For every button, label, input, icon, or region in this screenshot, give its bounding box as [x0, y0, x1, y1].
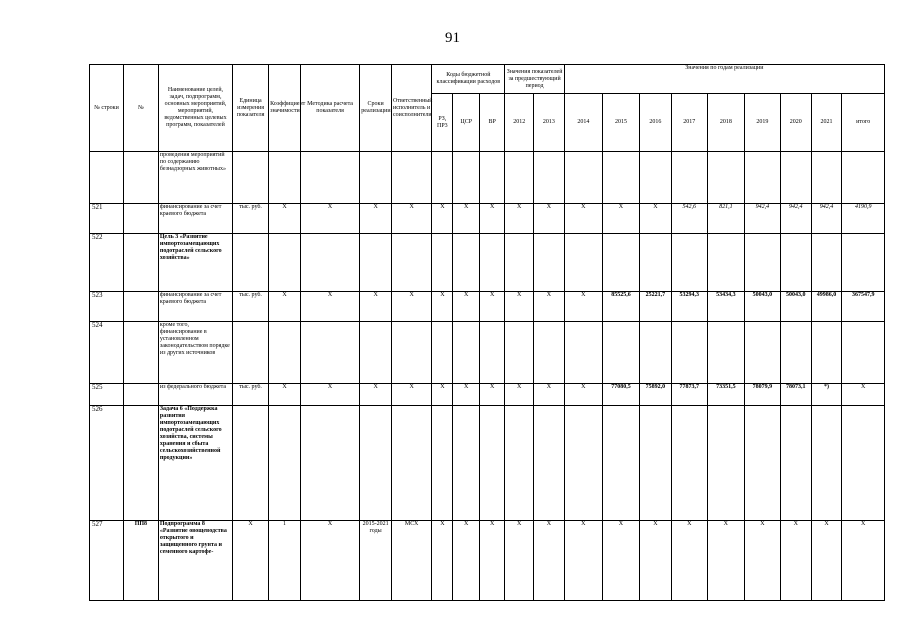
responsible-cell: МСХ: [392, 521, 432, 601]
item-number: [123, 384, 158, 406]
value-2019-cell: [744, 234, 780, 292]
code-rz-cell: [432, 322, 453, 384]
header-row-no: № строки: [90, 65, 124, 152]
item-number: [123, 152, 158, 204]
header-year: 2021: [811, 94, 842, 152]
table-row: [90, 521, 885, 601]
header-term: Сроки реализации: [360, 65, 392, 152]
value-2018-cell: [707, 234, 744, 292]
code-csr-cell: X: [453, 384, 479, 406]
value-2012-cell: [505, 234, 534, 292]
total-cell: 4190,9: [842, 204, 885, 234]
code-csr-cell: [453, 152, 479, 204]
code-rz-cell: X: [432, 292, 453, 322]
value-2018-cell: 73351,5: [707, 384, 744, 406]
code-vr-cell: [479, 406, 504, 521]
item-number: ПП8: [123, 521, 158, 601]
code-csr-cell: X: [453, 292, 479, 322]
unit-cell: тыс. руб.: [233, 204, 269, 234]
header-year: 2015: [602, 94, 639, 152]
value-2018-cell: 53434,3: [707, 292, 744, 322]
value-2017-cell: 77873,7: [671, 384, 707, 406]
code-vr-cell: X: [479, 204, 504, 234]
header-values-by-year: Значения по годам реализации: [564, 65, 884, 94]
header-no: №: [123, 65, 158, 152]
value-2015-cell: [602, 406, 639, 521]
value-2012-cell: [505, 322, 534, 384]
value-2012-cell: X: [505, 521, 534, 601]
value-2015-cell: 77080,5: [602, 384, 639, 406]
header-code-rz: РЗ, ПР3: [432, 94, 453, 152]
item-name: финансирование за счет краевого бюджета: [158, 292, 232, 322]
term-cell: [360, 234, 392, 292]
row-number: 525: [90, 384, 124, 406]
header-total: итого: [842, 94, 885, 152]
term-cell: [360, 322, 392, 384]
value-2021-cell: X: [811, 521, 842, 601]
value-2013-cell: [534, 152, 565, 204]
total-cell: X: [842, 384, 885, 406]
item-name: Подпрограмма 8 «Развитие овощеводства открытого и защищенного грунта и семенного картофе-: [158, 521, 232, 601]
header-previous-period: Значения показателей за предшествующий период: [505, 65, 564, 94]
unit-cell: тыс. руб.: [233, 384, 269, 406]
unit-cell: [233, 406, 269, 521]
value-2018-cell: X: [707, 521, 744, 601]
code-vr-cell: X: [479, 292, 504, 322]
responsible-cell: X: [392, 204, 432, 234]
item-number: [123, 292, 158, 322]
header-year: 2018: [707, 94, 744, 152]
total-cell: [842, 234, 885, 292]
code-rz-cell: [432, 234, 453, 292]
code-csr-cell: [453, 234, 479, 292]
header-code-vr: ВР: [479, 94, 504, 152]
row-number: 521: [90, 204, 124, 234]
responsible-cell: [392, 234, 432, 292]
table-row: [90, 406, 885, 521]
value-2021-cell: 942,4: [811, 204, 842, 234]
unit-cell: [233, 234, 269, 292]
value-2012-cell: X: [505, 204, 534, 234]
header-code-csr: ЦСР: [453, 94, 479, 152]
header-year: 2014: [564, 94, 602, 152]
table-row: [90, 152, 885, 204]
method-cell: [300, 152, 359, 204]
header-year: 2019: [744, 94, 780, 152]
value-2016-cell: [639, 152, 671, 204]
value-2017-cell: 53294,3: [671, 292, 707, 322]
responsible-cell: [392, 152, 432, 204]
total-cell: X: [842, 521, 885, 601]
value-2016-cell: 75892,0: [639, 384, 671, 406]
value-2020-cell: 50043,0: [780, 292, 811, 322]
method-cell: [300, 322, 359, 384]
unit-cell: [233, 152, 269, 204]
value-2014-cell: X: [564, 204, 602, 234]
coef-cell: X: [269, 292, 301, 322]
responsible-cell: X: [392, 384, 432, 406]
row-number: 524: [90, 322, 124, 384]
value-2012-cell: [505, 406, 534, 521]
value-2021-cell: 49986,0: [811, 292, 842, 322]
method-cell: X: [300, 204, 359, 234]
code-csr-cell: X: [453, 204, 479, 234]
table-row: [90, 322, 885, 384]
value-2021-cell: [811, 152, 842, 204]
item-name: проведения мероприятий по содержанию безнадзорных животных»: [158, 152, 232, 204]
coef-cell: X: [269, 384, 301, 406]
value-2013-cell: [534, 234, 565, 292]
term-cell: X: [360, 292, 392, 322]
method-cell: [300, 406, 359, 521]
responsible-cell: X: [392, 292, 432, 322]
value-2013-cell: [534, 406, 565, 521]
value-2014-cell: [564, 234, 602, 292]
value-2020-cell: X: [780, 521, 811, 601]
value-2018-cell: [707, 322, 744, 384]
item-number: [123, 234, 158, 292]
header-year: 2013: [534, 94, 565, 152]
code-vr-cell: X: [479, 521, 504, 601]
value-2020-cell: [780, 406, 811, 521]
total-cell: [842, 152, 885, 204]
value-2015-cell: X: [602, 204, 639, 234]
value-2013-cell: X: [534, 204, 565, 234]
code-rz-cell: X: [432, 204, 453, 234]
unit-cell: X: [233, 521, 269, 601]
header-budget-codes: Коды бюджетной классификации расходов: [432, 65, 505, 94]
item-name: Задача 6 «Поддержка развития импортозамещающих подотраслей сельского хозяйства, системы хранения и сбыта сельскохозяйственной продукции»: [158, 406, 232, 521]
coef-cell: 1: [269, 521, 301, 601]
value-2017-cell: [671, 406, 707, 521]
unit-cell: [233, 322, 269, 384]
row-number: 526: [90, 406, 124, 521]
value-2020-cell: 942,4: [780, 204, 811, 234]
value-2013-cell: X: [534, 521, 565, 601]
value-2012-cell: X: [505, 384, 534, 406]
value-2015-cell: 85525,6: [602, 292, 639, 322]
value-2014-cell: [564, 152, 602, 204]
header-unit: Единица измерения показателя: [233, 65, 269, 152]
method-cell: X: [300, 384, 359, 406]
coef-cell: [269, 152, 301, 204]
total-cell: 367547,9: [842, 292, 885, 322]
value-2016-cell: [639, 322, 671, 384]
value-2016-cell: 25221,7: [639, 292, 671, 322]
code-csr-cell: [453, 322, 479, 384]
value-2021-cell: [811, 406, 842, 521]
method-cell: X: [300, 292, 359, 322]
table-row: [90, 234, 885, 292]
value-2012-cell: X: [505, 292, 534, 322]
indicator-table: [89, 64, 885, 601]
value-2017-cell: [671, 152, 707, 204]
header-name: Наименование целей, задач, подпрограмм, основных мероприятий, мероприятий, ведомственных целевых программ, показателей: [158, 65, 232, 152]
unit-cell: тыс. руб.: [233, 292, 269, 322]
value-2020-cell: [780, 322, 811, 384]
value-2017-cell: [671, 234, 707, 292]
value-2015-cell: X: [602, 521, 639, 601]
page-number: 91: [445, 30, 460, 46]
value-2016-cell: [639, 234, 671, 292]
code-rz-cell: X: [432, 384, 453, 406]
term-cell: X: [360, 384, 392, 406]
value-2014-cell: X: [564, 292, 602, 322]
item-name: Цель 3 «Развитие импортозамещающих подотраслей сельского хозяйства»: [158, 234, 232, 292]
item-name: финансирование за счет краевого бюджета: [158, 204, 232, 234]
term-cell: 2015-2021 годы: [360, 521, 392, 601]
code-csr-cell: [453, 406, 479, 521]
header-responsible: Ответственный исполнитель и соисполнители: [392, 65, 432, 152]
total-cell: [842, 322, 885, 384]
total-cell: [842, 406, 885, 521]
value-2016-cell: X: [639, 521, 671, 601]
header-coef: Коэффициент значимости: [269, 65, 301, 152]
responsible-cell: [392, 322, 432, 384]
term-cell: [360, 152, 392, 204]
code-vr-cell: [479, 152, 504, 204]
responsible-cell: [392, 406, 432, 521]
value-2013-cell: X: [534, 384, 565, 406]
value-2019-cell: 78079,9: [744, 384, 780, 406]
method-cell: [300, 234, 359, 292]
value-2019-cell: X: [744, 521, 780, 601]
value-2012-cell: [505, 152, 534, 204]
value-2018-cell: 821,1: [707, 204, 744, 234]
code-csr-cell: X: [453, 521, 479, 601]
item-number: [123, 204, 158, 234]
value-2017-cell: [671, 322, 707, 384]
value-2016-cell: X: [639, 204, 671, 234]
code-vr-cell: X: [479, 384, 504, 406]
item-name: кроме того, финансирование в установленном законодательством порядке из других источников: [158, 322, 232, 384]
value-2014-cell: X: [564, 521, 602, 601]
row-number: 522: [90, 234, 124, 292]
table-row: [90, 204, 885, 234]
value-2015-cell: [602, 234, 639, 292]
value-2013-cell: X: [534, 292, 565, 322]
value-2014-cell: X: [564, 384, 602, 406]
coef-cell: [269, 406, 301, 521]
method-cell: X: [300, 521, 359, 601]
value-2019-cell: 50043,0: [744, 292, 780, 322]
row-number: 523: [90, 292, 124, 322]
code-rz-cell: [432, 406, 453, 521]
value-2019-cell: 942,4: [744, 204, 780, 234]
item-name: из федерального бюджета: [158, 384, 232, 406]
header-year: 2012: [505, 94, 534, 152]
value-2018-cell: [707, 406, 744, 521]
coef-cell: [269, 234, 301, 292]
value-2013-cell: [534, 322, 565, 384]
header-year: 2017: [671, 94, 707, 152]
value-2020-cell: [780, 234, 811, 292]
row-number: [90, 152, 124, 204]
value-2015-cell: [602, 322, 639, 384]
code-vr-cell: [479, 322, 504, 384]
value-2020-cell: [780, 152, 811, 204]
value-2019-cell: [744, 406, 780, 521]
value-2020-cell: 78073,1: [780, 384, 811, 406]
value-2018-cell: [707, 152, 744, 204]
item-number: [123, 322, 158, 384]
item-number: [123, 406, 158, 521]
value-2014-cell: [564, 322, 602, 384]
coef-cell: [269, 322, 301, 384]
coef-cell: X: [269, 204, 301, 234]
code-rz-cell: [432, 152, 453, 204]
value-2017-cell: X: [671, 521, 707, 601]
value-2015-cell: [602, 152, 639, 204]
header-year: 2016: [639, 94, 671, 152]
value-2021-cell: [811, 322, 842, 384]
table-row: [90, 292, 885, 322]
code-rz-cell: X: [432, 521, 453, 601]
value-2014-cell: [564, 406, 602, 521]
value-2021-cell: [811, 234, 842, 292]
code-vr-cell: [479, 234, 504, 292]
row-number: 527: [90, 521, 124, 601]
term-cell: X: [360, 204, 392, 234]
term-cell: [360, 406, 392, 521]
value-2019-cell: [744, 152, 780, 204]
value-2019-cell: [744, 322, 780, 384]
value-2016-cell: [639, 406, 671, 521]
value-2017-cell: 542,6: [671, 204, 707, 234]
header-year: 2020: [780, 94, 811, 152]
header-method: Методика расчета показателя: [300, 65, 359, 152]
value-2021-cell: *): [811, 384, 842, 406]
table-row: [90, 384, 885, 406]
